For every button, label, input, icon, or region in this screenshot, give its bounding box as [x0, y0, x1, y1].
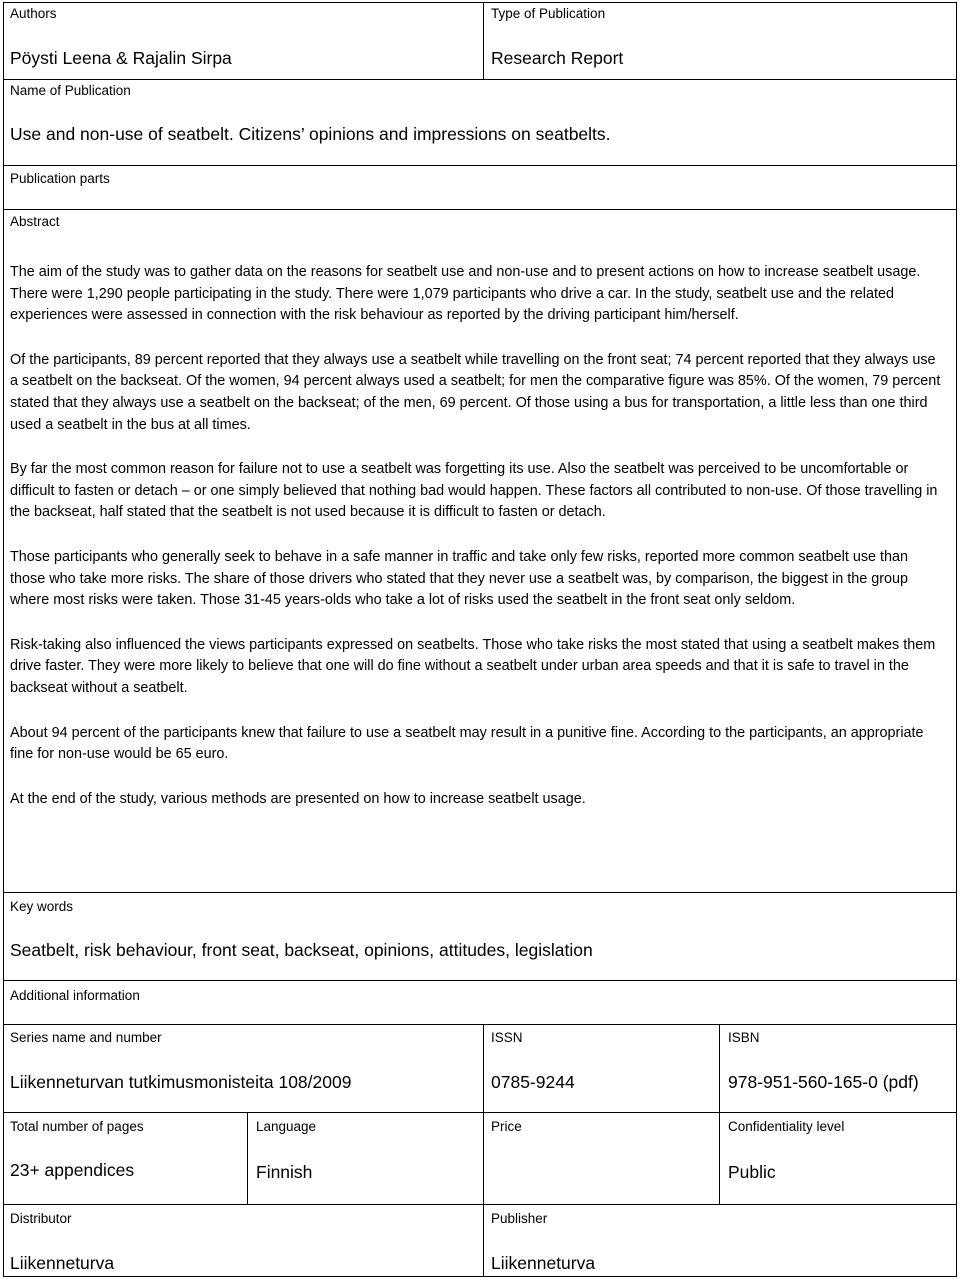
divider-authors — [3, 79, 957, 80]
isbn-label: ISBN — [728, 1030, 760, 1045]
divider-abstract — [3, 892, 957, 893]
type-of-publication-label: Type of Publication — [491, 6, 606, 21]
confidentiality-label: Confidentiality level — [728, 1119, 845, 1134]
publisher-value: Liikenneturva — [491, 1253, 596, 1273]
publication-parts-label: Publication parts — [10, 171, 110, 186]
divider-keywords — [3, 980, 957, 981]
abstract-paragraph: By far the most common reason for failure not to use a seatbelt was forgetting its use. Also the seatbelt was perceived to be uncomfortable or difficult to fasten or detach – or one simply believed that nothing bad would happen. These factors all contributed to non-use. Of those travelling in the backseat, half stated that the seatbelt is not used because it is difficult to fasten or detach. — [10, 461, 938, 521]
price-label: Price — [491, 1119, 522, 1134]
abstract-paragraph: About 94 percent of the participants knew that failure to use a seatbelt may result in a punitive fine. According to the participants, an appropriate fine for non-use would be 65 euro. — [10, 724, 924, 763]
divider-language-col — [247, 1112, 248, 1205]
abstract-paragraph: Those participants who generally seek to behave in a safe manner in traffic and take only few risks, reported more common seatbelt use than those who take more risks. The share of those drivers who stated that they never use a seatbelt was, by comparison, the biggest in the group where most risks were taken. Those 31-45 years-olds who take a lot of risks used the seatbelt in the front seat only seldom. — [10, 548, 909, 609]
total-pages-label: Total number of pages — [10, 1119, 144, 1134]
abstract-paragraph: Risk-taking also influenced the views participants expressed on seatbelts. Those who take risks the most stated that using a seatbelt makes them drive faster. They were more likely to believe that one will do fine without a seatbelt under urban area speeds and that it is safe to travel in the backseat without a seatbelt. — [10, 636, 936, 696]
abstract-paragraph: At the end of the study, various methods are presented on how to increase seatbelt usage. — [10, 790, 586, 807]
type-of-publication-value: Research Report — [491, 48, 624, 68]
authors-value: Pöysti Leena & Rajalin Sirpa — [10, 48, 232, 68]
divider-issn-col — [483, 1024, 484, 1277]
issn-label: ISSN — [491, 1030, 523, 1045]
additional-information-label: Additional information — [10, 988, 140, 1003]
isbn-value: 978-951-560-165-0 (pdf) — [728, 1072, 919, 1092]
series-label: Series name and number — [10, 1030, 162, 1045]
divider-name — [3, 165, 957, 166]
name-of-publication-value: Use and non-use of seatbelt. Citizens’ opinions and impressions on seatbelts. — [10, 124, 611, 144]
divider-type-col — [483, 2, 484, 80]
language-value: Finnish — [256, 1162, 313, 1182]
name-of-publication-label: Name of Publication — [10, 83, 131, 98]
distributor-value: Liikenneturva — [10, 1253, 115, 1273]
authors-label: Authors — [10, 6, 57, 21]
divider-isbn-col — [719, 1024, 720, 1205]
key-words-label: Key words — [10, 899, 74, 914]
border-top — [3, 2, 957, 3]
border-left — [3, 2, 4, 1277]
border-bottom — [3, 1276, 957, 1277]
series-value: Liikenneturvan tutkimusmonisteita 108/2009 — [10, 1072, 352, 1092]
divider-series — [3, 1112, 957, 1113]
distributor-label: Distributor — [10, 1211, 72, 1226]
abstract-label: Abstract — [10, 214, 60, 229]
abstract-paragraph: Of the participants, 89 percent reported that they always use a seatbelt while travelling on the front seat; 74 percent reported that they always use a seatbelt on the backseat. Of the women, 94 percent always used a seatbelt; for men the comparative figure was 85%. Of the women, 79 percent stated that they always use a seatbelt on the backseat; of the men, 69 percent. Of those using a bus for transportation, a little less than one third used a seatbelt in the bus at all times. — [10, 351, 941, 433]
publisher-label: Publisher — [491, 1211, 548, 1226]
divider-pages — [3, 1204, 957, 1205]
divider-parts — [3, 209, 957, 210]
total-pages-value: 23+ appendices — [10, 1160, 135, 1180]
divider-additional — [3, 1024, 957, 1025]
issn-value: 0785-9244 — [491, 1072, 575, 1092]
abstract-paragraph: The aim of the study was to gather data on the reasons for seatbelt use and non-use and to present actions on how to increase seatbelt usage. There were 1,290 people participating in the study. There were 1,079 participants who drive a car. In the study, seatbelt use and the related experiences were assessed in connection with the risk behaviour as reported by the driving participant him/herself. — [10, 264, 921, 324]
abstract-body — [10, 262, 946, 833]
key-words-value: Seatbelt, risk behaviour, front seat, backseat, opinions, attitudes, legislation — [10, 940, 593, 960]
language-label: Language — [256, 1119, 317, 1134]
border-right — [956, 2, 957, 1277]
confidentiality-value: Public — [728, 1162, 776, 1182]
